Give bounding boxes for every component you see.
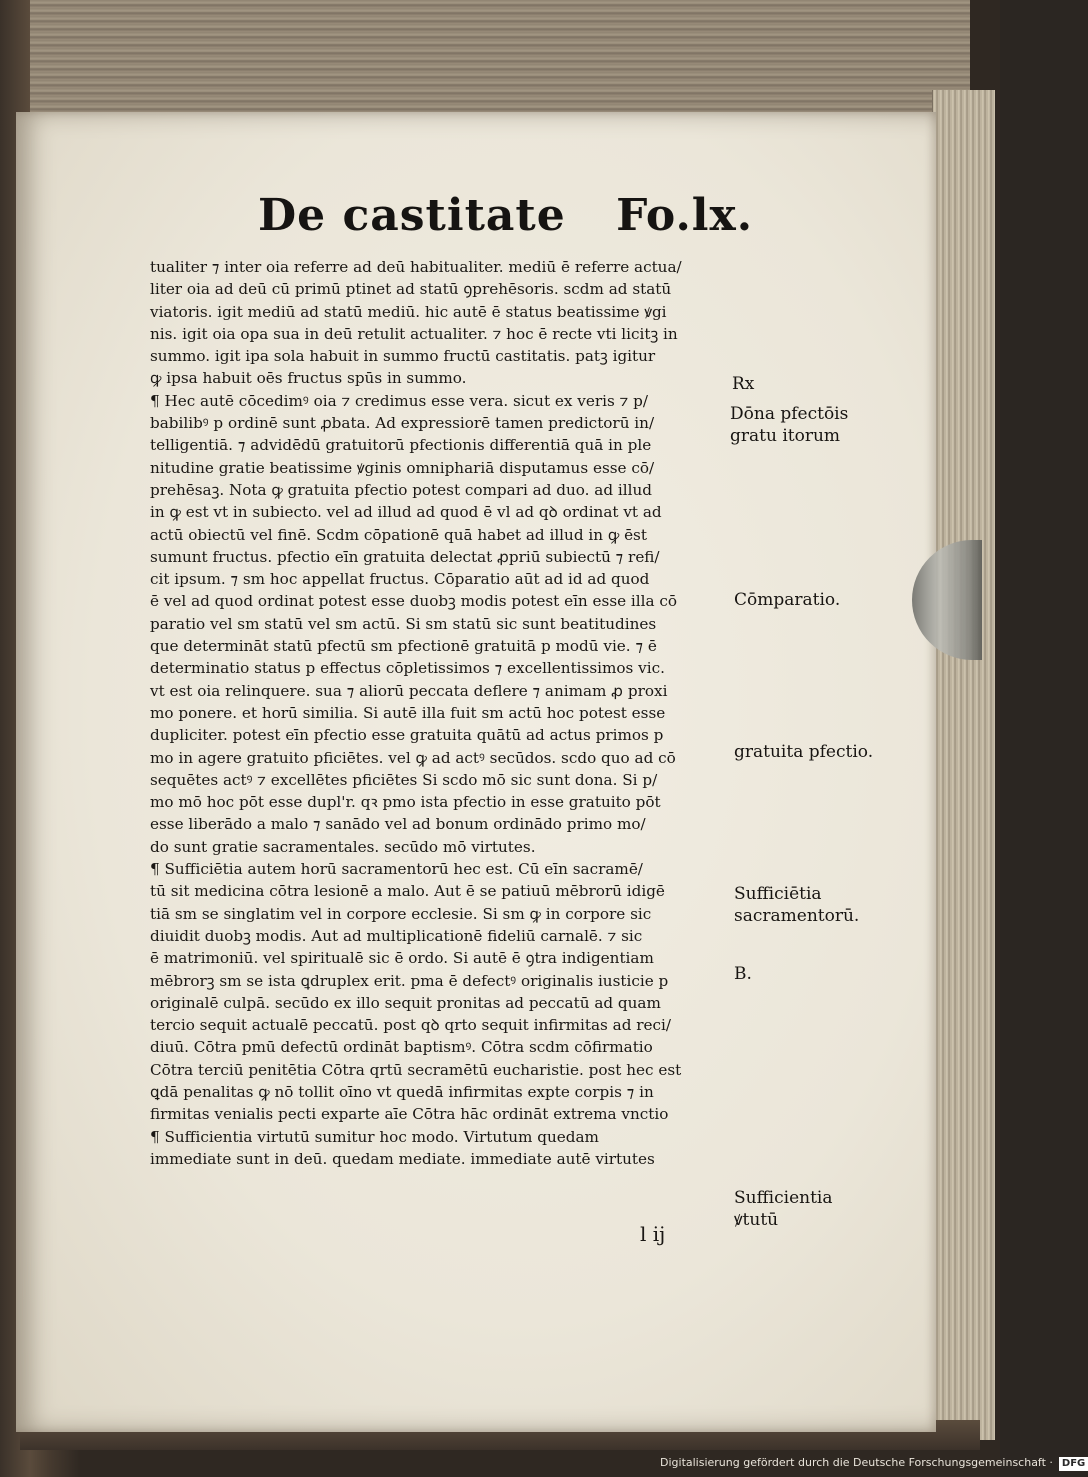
text-line: sequētes actꝰ ⁊ excellētes pficiētes Si scdo mō sic sunt dona. Si p/ xyxy=(150,770,658,789)
marginal-note: ꝟtutū xyxy=(734,1210,779,1230)
text-line: telligentiā. ⁊ advidēdū gratuitorū pfectionis differentiā quā in ple xyxy=(150,436,652,455)
text-line: do sunt gratie sacramentales. secūdo mō virtutes. xyxy=(150,837,536,856)
text-line: diuidit duobꝫ modis. Aut ad multiplicationē fideliū carnalē. ⁊ sic xyxy=(150,926,643,945)
marginal-note: B. xyxy=(734,964,752,984)
text-line: cit ipsum. ⁊ sm hoc appellat fructus. Cōparatio aūt ad id ad quod xyxy=(150,570,650,589)
text-line: ē vel ad quod ordinat potest esse duobꝫ modis potest eīn esse illa cō xyxy=(150,592,678,611)
text-line: mo in agere gratuito pficiētes. vel ꝙ ad actꝰ secūdos. scdo quo ad cō xyxy=(150,748,676,767)
text-line: nitudine gratie beatissime ꝟginis omniphariā disputamus esse cō/ xyxy=(150,458,655,477)
text-line: in ꝙ est vt in subiecto. vel ad illud ad quod ē vl ad qꝺ ordinat vt ad xyxy=(150,503,662,522)
folio-number: Fo.lx. xyxy=(616,190,754,241)
text-line: ꝗdā penalitas ꝙ nō tollit oīno vt quedā infirmitas expte corpis ⁊ in xyxy=(150,1082,654,1101)
text-line: prehēsaꝫ. Nota ꝙ gratuita pfectio potest compari ad duo. ad illud xyxy=(150,480,652,499)
text-line: actū obiectū vel finē. Scdm cōpationē quā habet ad illud in ꝙ ēst xyxy=(150,525,647,544)
marginal-note: Sufficiētia xyxy=(734,884,822,904)
text-line: tualiter ⁊ inter oia referre ad deū habitualiter. mediū ē referre actua/ xyxy=(150,258,682,276)
footer-banner-text: Digitalisierung gefördert durch die Deutsche Forschungsgemeinschaft · xyxy=(660,1456,1053,1469)
marginal-note: gratuita pfectio. xyxy=(734,742,874,762)
text-line: ¶ Hec autē cōcedimꝰ oia ⁊ credimus esse vera. sicut ex veris ⁊ p/ xyxy=(150,391,648,410)
footer-banner xyxy=(660,1452,1086,1474)
text-line: mo mō hoc pōt esse dupl'r. qꝛ pmo ista pfectio in esse gratuito pōt xyxy=(150,793,661,812)
text-line: mo ponere. et horū similia. Si autē illa fuit sm actū hoc potest esse xyxy=(150,703,666,722)
main-text-column xyxy=(150,256,736,1170)
book-top-edge xyxy=(30,0,970,122)
text-line: tercio sequit actualē peccatū. post qꝺ qrto sequit infirmitas ad reci/ xyxy=(150,1016,672,1035)
text-line: tū sit medicina cōtra lesionē a malo. Aut ē se patiuū mēbrorū idigē xyxy=(150,882,665,901)
text-line: summo. igit ipa sola habuit in summo fructū castitatis. patꝫ igitur xyxy=(150,347,656,366)
marginal-note: Dōna pfectōis xyxy=(730,404,849,424)
text-line: dupliciter. potest eīn pfectio esse gratuita quātū ad actus primos p xyxy=(150,726,664,745)
signature-mark: l ij xyxy=(640,1222,666,1246)
running-title: De castitate xyxy=(258,190,566,241)
text-line: paratio vel sm statū vel sm actū. Si sm statū sic sunt beatitudines xyxy=(150,614,657,633)
marginal-note: sacramentorū. xyxy=(734,906,860,926)
page-header xyxy=(258,190,754,250)
text-line: ꝙ ipsa habuit oēs fructus spūs in summo. xyxy=(150,369,467,388)
text-line: ē matrimoniū. vel spiritualē sic ē ordo. Si autē ē ꝯtra indigentiam xyxy=(150,949,654,968)
marginal-note: Sufficientia xyxy=(734,1188,833,1208)
text-line: liter oia ad deū cū primū ptinet ad statū ꝯprehēsoris. scdm ad statū xyxy=(150,280,672,299)
dfg-logo: DFG xyxy=(1059,1457,1088,1471)
text-line: ¶ Sufficiētia autem horū sacramentorū hec est. Cū eīn sacramē/ xyxy=(150,860,643,879)
text-line: nis. igit oia opa sua in deū retulit actualiter. ⁊ hoc ē recte vti licitꝫ in xyxy=(150,324,678,343)
marginal-note: Cōmparatio. xyxy=(734,590,841,610)
text-line: diuū. Cōtra pmū defectū ordināt baptismꝰ. Cōtra scdm cōfirmatio xyxy=(150,1038,653,1057)
text-line: ¶ Sufficientia virtutū sumitur hoc modo. Virtutum quedam xyxy=(150,1127,599,1146)
text-line: tiā sm se singlatim vel in corpore ecclesie. Si sm ꝙ in corpore sic xyxy=(150,904,652,923)
text-line: viatoris. igit mediū ad statū mediū. hic autē ē status beatissime ꝟgi xyxy=(150,302,667,321)
text-line: Cōtra terciū penitētia Cōtra qrtū secramētū eucharistie. post hec est xyxy=(150,1060,682,1079)
text-line: mēbrorꝫ sm se ista ꝗdruplex erit. pma ē defectꝰ originalis iusticie p xyxy=(150,971,669,990)
text-line: vt est oia relinquere. sua ⁊ aliorū peccata deflere ⁊ animam ꝓ proxi xyxy=(150,681,668,700)
marginal-note: gratu itorum xyxy=(730,426,841,446)
text-line: esse liberādo a malo ⁊ sanādo vel ad bonum ordinādo primo mo/ xyxy=(150,815,646,834)
marginal-note: Rx xyxy=(732,374,755,394)
text-line: babilibꝰ p ordinē sunt ꝓbata. Ad expressiorē tamen predictorū in/ xyxy=(150,414,655,433)
text-line: originalē culpā. secūdo ex illo sequit pronitas ad peccatū ad quam xyxy=(150,993,661,1012)
text-line: que determināt statū pfectū sm pfectionē gratuitā p modū vie. ⁊ ē xyxy=(150,637,657,656)
text-line: sumunt fructus. pfectio eīn gratuita delectat ꝓpriū subiectū ⁊ refi/ xyxy=(150,547,660,566)
text-line: immediate sunt in deū. quedam mediate. immediate autē virtutes xyxy=(150,1149,655,1168)
text-line: determinatio status p effectus cōpletissimos ⁊ excellentissimos vic. xyxy=(150,659,665,678)
book-fore-edge xyxy=(932,90,995,1440)
text-line: firmitas venialis pecti exparte aīe Cōtra hāc ordināt extrema vnctio xyxy=(150,1105,669,1124)
